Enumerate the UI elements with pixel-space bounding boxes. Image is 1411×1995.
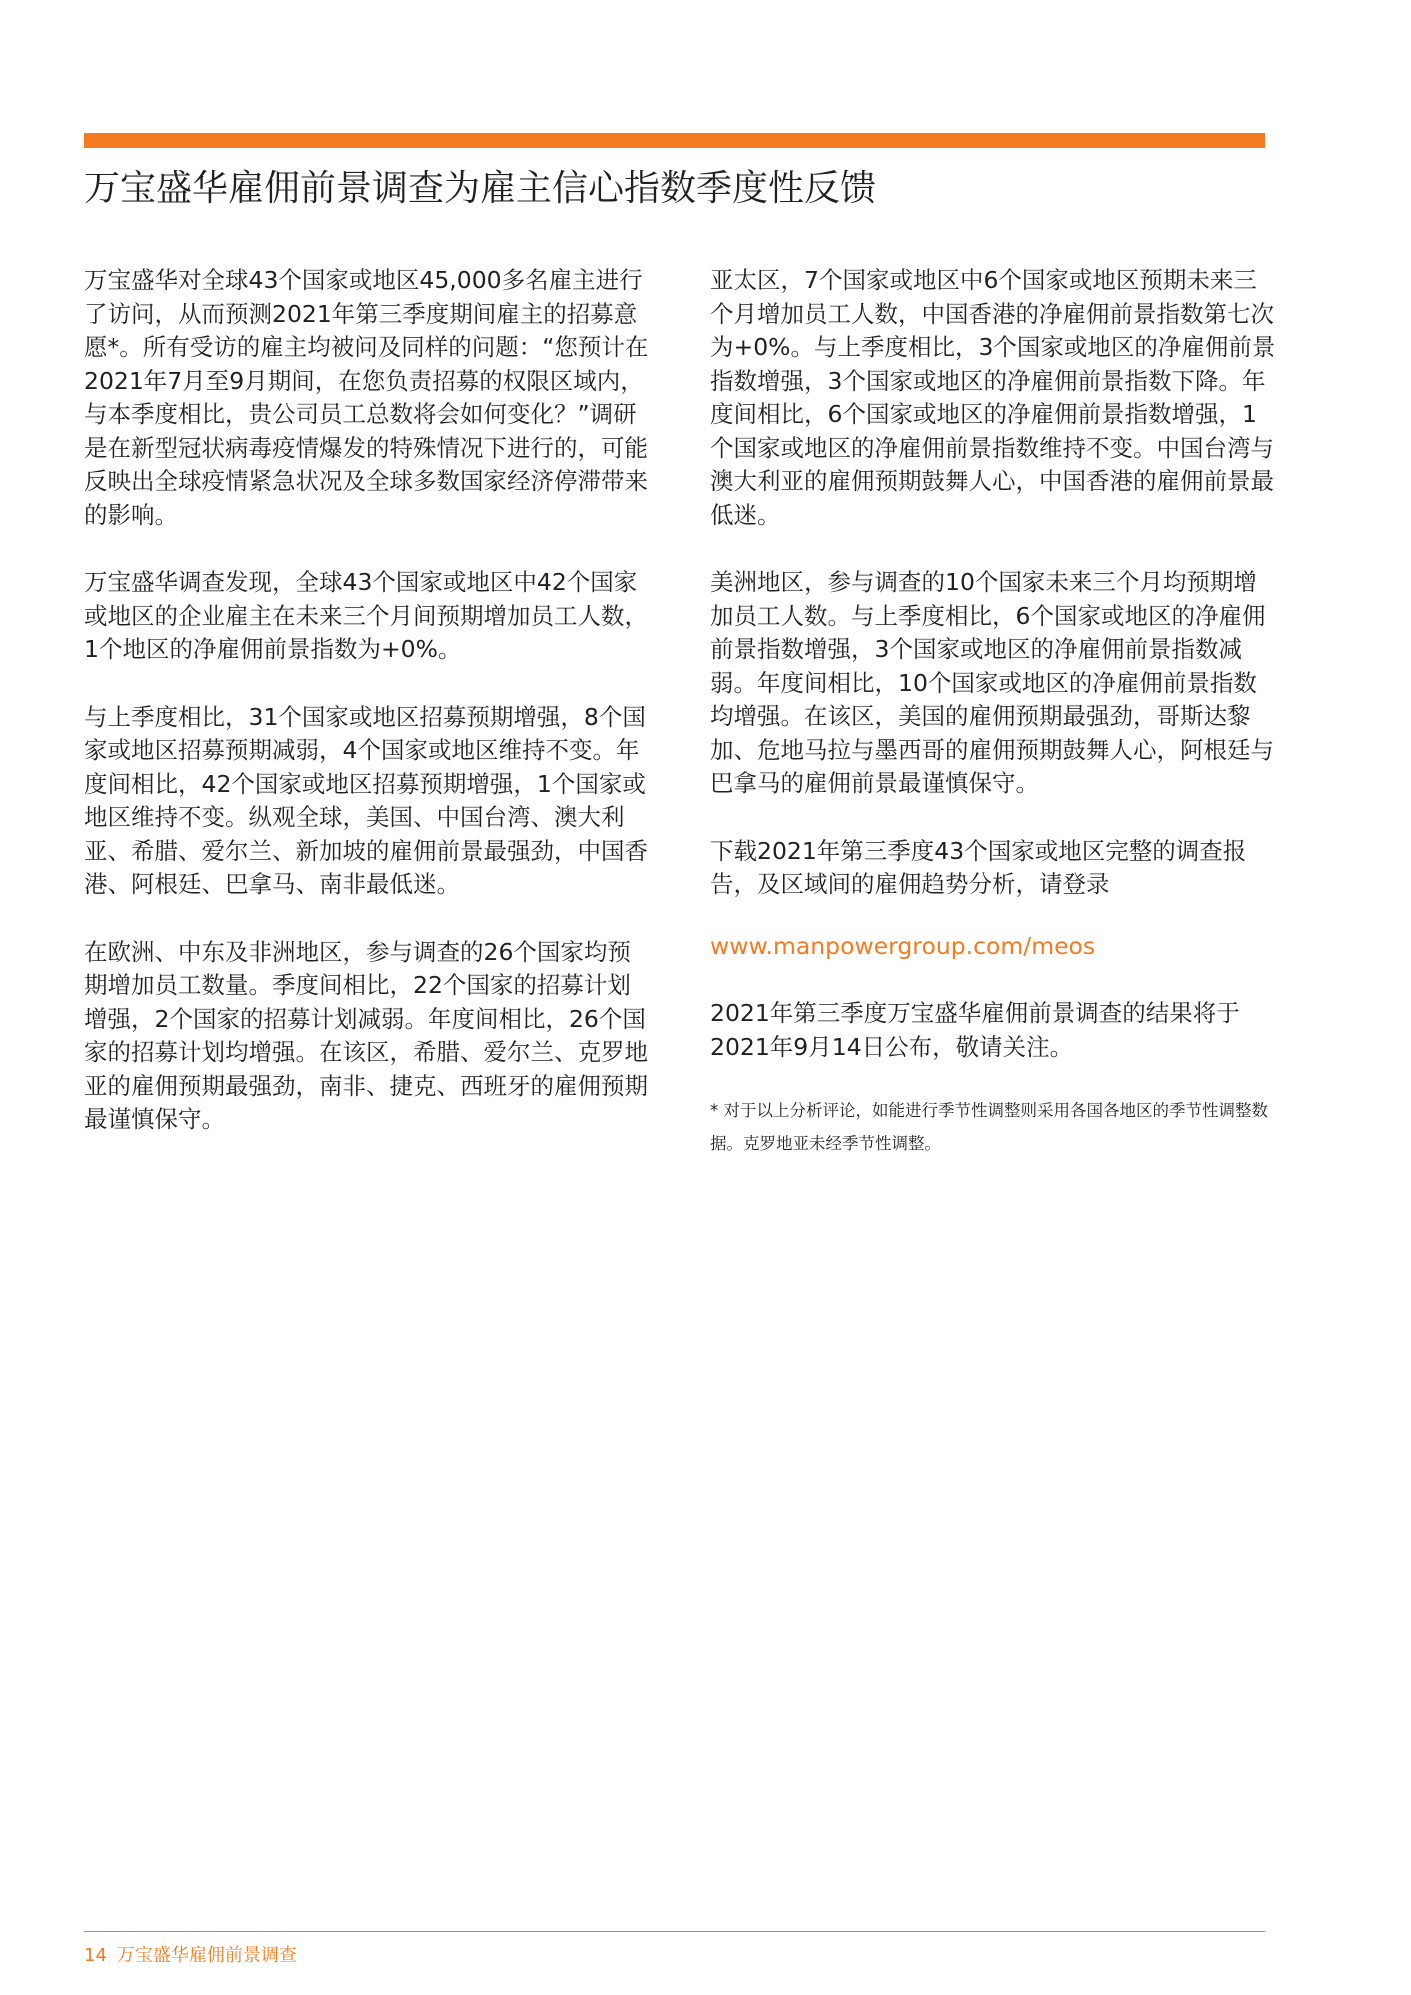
seasonal-adjustment-footnote: * 对于以上分析评论，如能进行季节性调整则采用各国各地区的季节性调整数据。克罗地亚未经季节性调整。	[710, 1101, 1268, 1153]
footer-rule	[84, 1931, 1265, 1932]
download-paragraph: 下载2021年第三季度43个国家或地区完整的调查报告，及区域间的雇佣趋势分析，请登录	[710, 836, 1247, 898]
release-date-paragraph: 2021年第三季度万宝盛华雇佣前景调查的结果将于2021年9月14日公布，敬请关注。	[710, 999, 1240, 1061]
page-title: 万宝盛华雇佣前景调查为雇主信心指数季度性反馈	[84, 168, 877, 209]
page-number: 14	[84, 1945, 107, 1966]
findings-paragraph: 万宝盛华调查发现，全球43个国家或地区中42个国家或地区的企业雇主在未来三个月间预期增加员工人数，1个地区的净雇佣前景指数为+0%。	[84, 568, 648, 663]
meos-website-link[interactable]: www.manpowergroup.com/meos	[710, 931, 1096, 960]
left-column	[84, 264, 652, 1171]
emea-paragraph: 在欧洲、中东及非洲地区，参与调查的26个国家均预期增加员工数量。季度间相比，22个国家的招募计划增强，2个国家的招募计划减弱。年度间相比，26个国家的招募计划均增强。在该区，希腊、爱尔兰、克罗地亚的雇佣预期最强劲，南非、捷克、西班牙的雇佣预期最谨慎保守。	[84, 937, 648, 1133]
page-footer	[84, 1944, 297, 1968]
americas-paragraph: 美洲地区，参与调查的10个国家未来三个月均预期增加员工人数。与上季度相比，6个国家或地区的净雇佣前景指数增强，3个国家或地区的净雇佣前景指数减弱。年度间相比，10个国家或地区的净雇佣前景指数均增强。在该区，美国的雇佣预期最强劲，哥斯达黎加、危地马拉与墨西哥的雇佣预期鼓舞人心，阿根廷与巴拿马的雇佣前景最谨慎保守。	[710, 568, 1274, 797]
intro-paragraph: 万宝盛华对全球43个国家或地区45,000多名雇主进行了访问，从而预测2021年第三季度期间雇主的招募意愿*。所有受访的雇主均被问及同样的问题：“您预计在2021年7月至9月期间，在您负责招募的权限区域内，与本季度相比，贵公司员工总数将会如何变化？”调研是在新型冠状病毒疫情爆发的特殊情况下进行的，可能反映出全球疫情紧急状况及全球多数国家经济停滞带来的影响。	[84, 266, 649, 529]
comparison-paragraph: 与上季度相比，31个国家或地区招募预期增强，8个国家或地区招募预期减弱，4个国家或地区维持不变。年度间相比，42个国家或地区招募预期增强，1个国家或地区维持不变。纵观全球，美国、中国台湾、澳大利亚、希腊、爱尔兰、新加坡的雇佣前景最强劲，中国香港、阿根廷、巴拿马、南非最低迷。	[84, 702, 648, 898]
header-accent-bar	[84, 133, 1265, 148]
apac-paragraph: 亚太区，7个国家或地区中6个国家或地区预期未来三个月增加员工人数，中国香港的净雇佣前景指数第七次为+0%。与上季度相比，3个国家或地区的净雇佣前景指数增强，3个国家或地区的净雇佣前景指数下降。年度间相比，6个国家或地区的净雇佣前景指数增强，1个国家或地区的净雇佣前景指数维持不变。中国台湾与澳大利亚的雇佣预期鼓舞人心，中国香港的雇佣前景最低迷。	[710, 266, 1276, 529]
right-column	[710, 264, 1278, 1160]
publication-name: 万宝盛华雇佣前景调查	[116, 1945, 297, 1966]
